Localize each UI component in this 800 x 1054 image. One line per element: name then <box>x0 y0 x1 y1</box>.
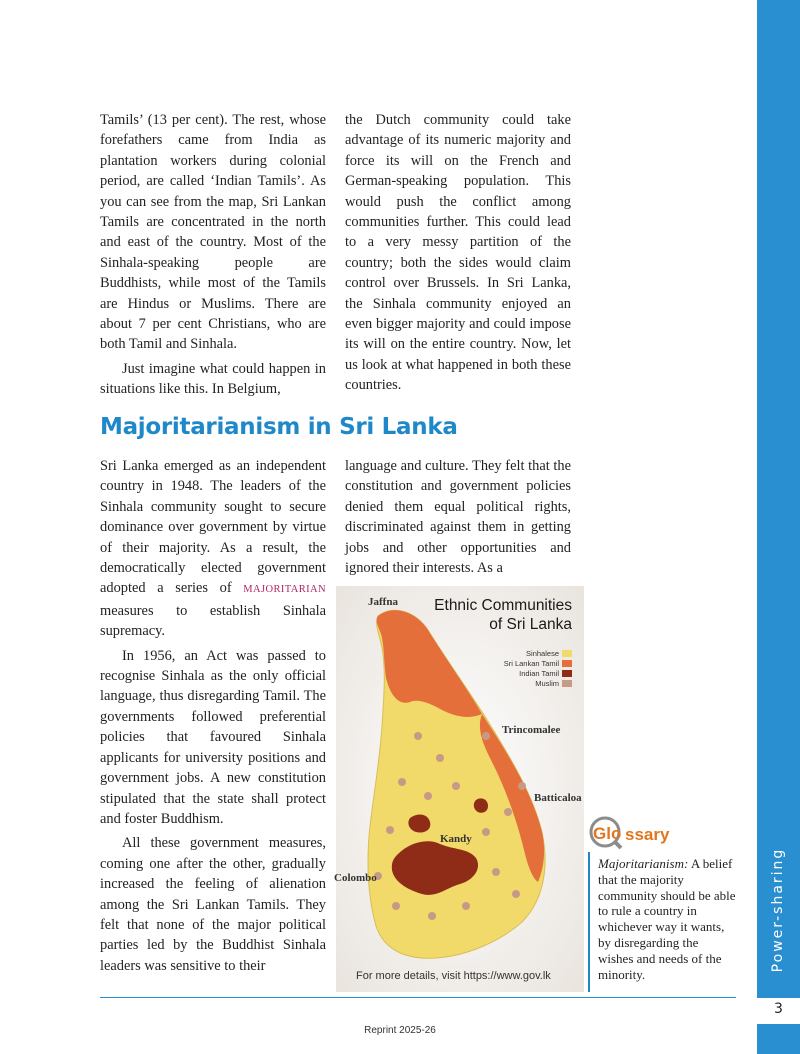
paragraph: All these government measures, coming one after the other, gradually increased the feeling of alienation among the Sri Lankan Tamils. They felt that none of the major political parties led by the Buddhist Sinhala leaders was sensitive to their <box>100 835 326 974</box>
top-left-column <box>100 110 326 400</box>
bottom-right-column <box>345 456 571 578</box>
city-label-kandy: Kandy <box>440 833 472 845</box>
city-label-jaffna: Jaffna <box>368 596 398 608</box>
legend-item <box>474 668 572 678</box>
glossary-title <box>588 816 688 850</box>
text-run: measures to establish Sinhala supremacy. <box>100 602 326 640</box>
sri-lanka-ethnic-map <box>336 586 584 992</box>
map-title <box>434 596 572 634</box>
footer-reprint: Reprint 2025-26 <box>364 1025 436 1036</box>
city-label-batticaloa: Batticaloa <box>534 792 582 804</box>
legend-label: Sri Lankan Tamil <box>503 658 559 668</box>
map-illustration <box>336 586 584 992</box>
page-number: 3 <box>774 1001 783 1017</box>
glossary-term: Majoritarianism: <box>598 856 689 871</box>
paragraph: In 1956, an Act was passed to recognise Sinhala as the only official language, thus disregarding Tamil. The governments followed preferential policies that favoured Sinhala applicants for university positions and government jobs. A new constitution stipulated that the state shall protect and foster Buddhism. <box>100 647 326 827</box>
map-title-line: Ethnic Communities <box>434 597 572 614</box>
glossary-definition-text: A belief that the majority community should be able to rule a country in whichever way it wants, by disregarding the wishes and needs of the minority. <box>598 856 736 982</box>
legend-item <box>474 648 572 658</box>
bottom-left-column <box>100 456 326 976</box>
map-legend <box>474 648 572 688</box>
paragraph: language and culture. They felt that the constitution and government policies denied them equal political rights, discriminated against them in getting jobs and other opportunities and ignored their interests. As a <box>345 458 571 577</box>
legend-item <box>474 678 572 688</box>
glossary-definition <box>598 856 736 982</box>
glossary-magnifier-icon <box>588 816 688 850</box>
section-label: Power-sharing <box>770 847 786 973</box>
legend-label: Muslim <box>535 678 559 688</box>
legend-label: Indian Tamil <box>519 668 559 678</box>
bottom-rule <box>100 997 736 998</box>
legend-swatch <box>562 680 572 687</box>
glossary-title-prefix: Glo <box>593 824 622 843</box>
paragraph: Tamils’ (13 per cent). The rest, whose forefathers came from India as plantation workers during colonial period, are called ‘Indian Tamils’. As you can see from the map, Sri Lankan Tamils are concentrated in the north and east of the country. Most of the Sinhala-speaking people are Buddhists, while most of the Tamils are Hindus or Muslims. There are about 7 per cent Christians, who are both Tamil and Sinhala. <box>100 112 326 353</box>
legend-swatch <box>562 660 572 667</box>
paragraph <box>100 456 326 642</box>
legend-label: Sinhalese <box>526 648 559 658</box>
map-title-line: of Sri Lanka <box>489 616 572 633</box>
city-label-colombo: Colombo <box>334 872 377 884</box>
section-heading: Majoritarianism in Sri Lanka <box>100 414 458 440</box>
city-label-trincomalee: Trincomalee <box>502 724 561 736</box>
glossary-term-link: MAJORITARIAN <box>243 584 326 596</box>
map-credit: For more details, visit https://www.gov.lk <box>356 970 551 982</box>
paragraph: the Dutch community could take advantage of its numeric majority and force its will on the French and German-speaking population. This would push the conflict among communities further. This could lead to a very messy partition of the country; both the sides would claim control over Brussels. In Sri Lanka, the Sinhala community enjoyed an even bigger majority and could impose its will on the entire country. Now, let us look at what happened in both these countries. <box>345 112 571 394</box>
paragraph: Just imagine what could happen in situations like this. In Belgium, <box>100 360 326 398</box>
legend-swatch <box>562 670 572 677</box>
legend-item <box>474 658 572 668</box>
glossary-title-suffix: ssary <box>625 825 670 844</box>
top-right-column <box>345 110 571 396</box>
text-run: Sri Lanka emerged as an independent country in 1948. The leaders of the Sinhala community sought to secure dominance over government by virtue of their majority. As a result, the democratically elected government adopted a series of <box>100 458 326 597</box>
legend-swatch <box>562 650 572 657</box>
